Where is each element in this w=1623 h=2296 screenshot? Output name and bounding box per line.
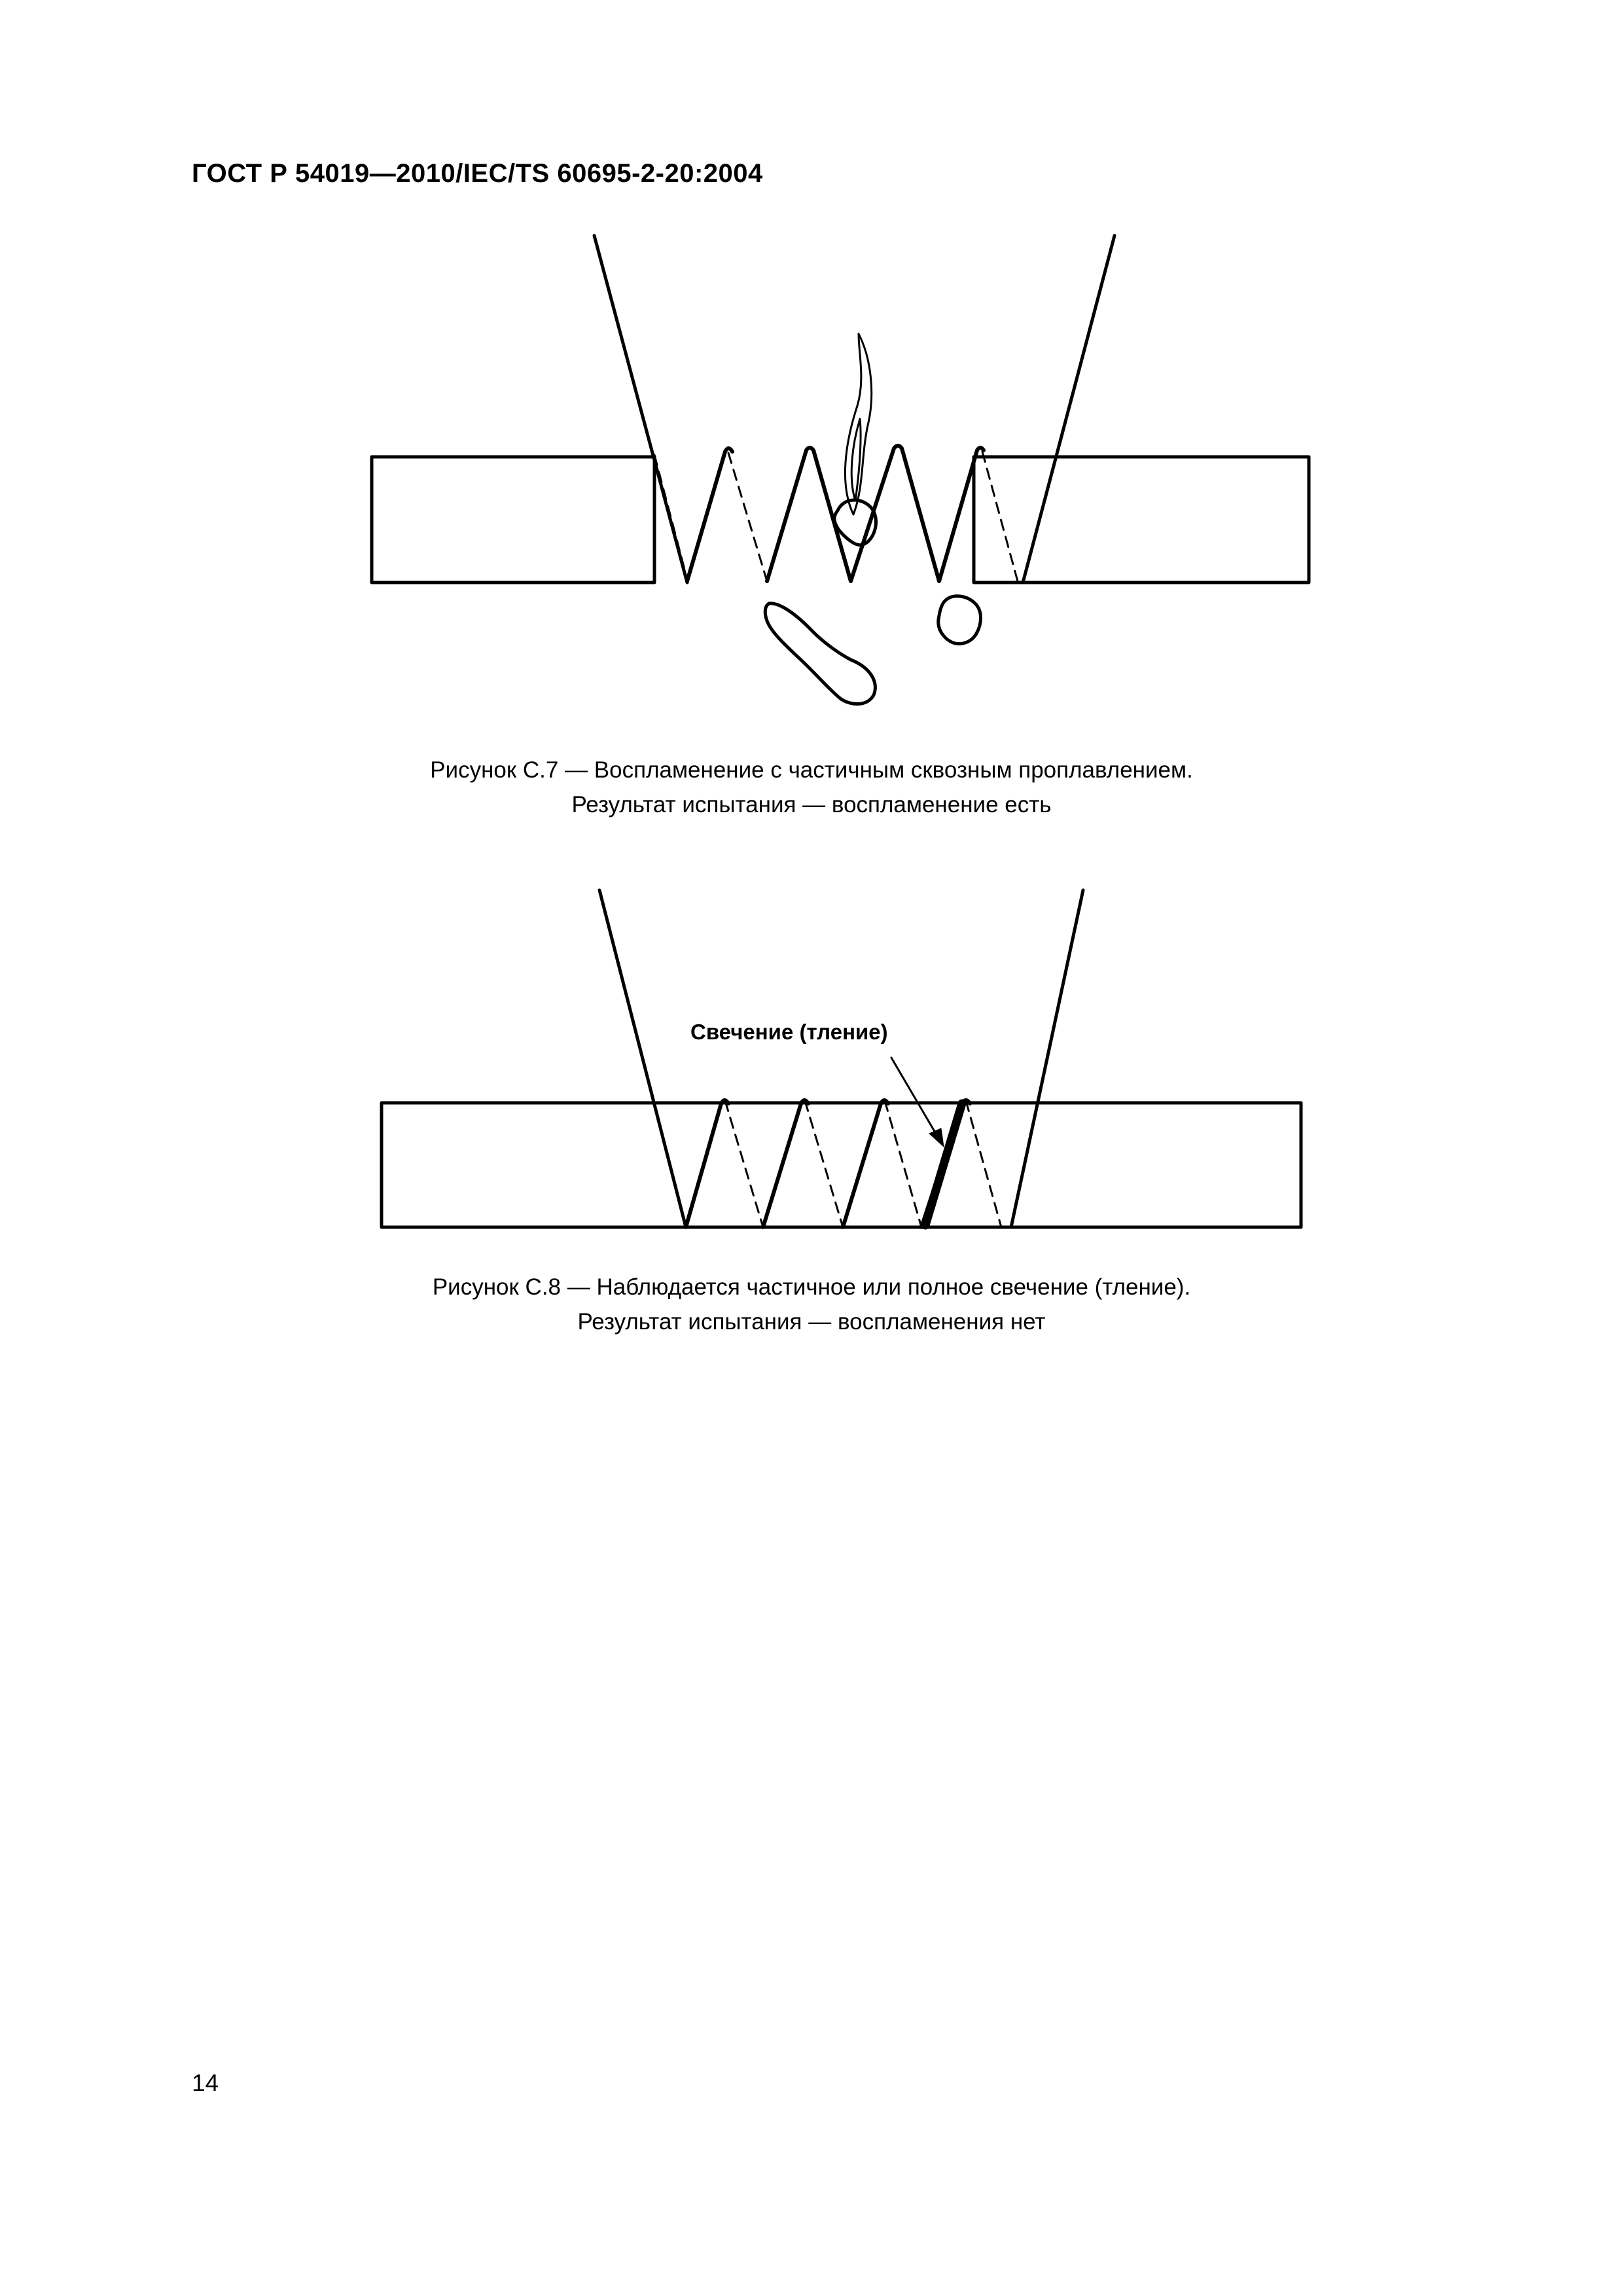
figure-c7-caption [0, 753, 1623, 822]
figure-c8 [0, 877, 1623, 1388]
figure-c8-drawing [0, 877, 1623, 1283]
page-number: 14 [192, 2070, 219, 2096]
specimen-block-left [372, 457, 654, 583]
molten-drop-small [938, 596, 981, 644]
glowing-segment [925, 1103, 962, 1225]
label-leader-line [891, 1058, 936, 1134]
specimen-block-right [974, 457, 1309, 583]
figure-c7-caption-line1: Рисунок С.7 — Воспламенение с частичным сквозным проплавлением. [430, 757, 1193, 783]
specimen-block [382, 1103, 1301, 1227]
coil-hidden-segments [654, 1101, 1001, 1227]
flame-icon [845, 334, 871, 514]
document-header: ГОСТ Р 54019—2010/IEC/TS 60695-2-20:2004 [192, 159, 763, 188]
molten-drop-large [765, 603, 875, 704]
wire-lead-right [1011, 890, 1083, 1227]
figure-c8-caption-line2: Результат испытания — воспламенения нет [577, 1309, 1046, 1335]
leader-arrowhead [929, 1128, 944, 1147]
figure-c7-drawing [0, 223, 1623, 746]
figure-c7-caption-line2: Результат испытания — воспламенение есть [571, 792, 1052, 817]
figure-c7 [0, 223, 1623, 817]
wire-lead-right [1023, 236, 1115, 583]
wire-lead-left [594, 236, 687, 583]
figure-c8-caption [0, 1270, 1623, 1339]
figure-c8-caption-line1: Рисунок С.8 — Наблюдается частичное или полное свечение (тление). [432, 1274, 1191, 1300]
glow-label: Свечение (тление) [690, 1020, 888, 1044]
